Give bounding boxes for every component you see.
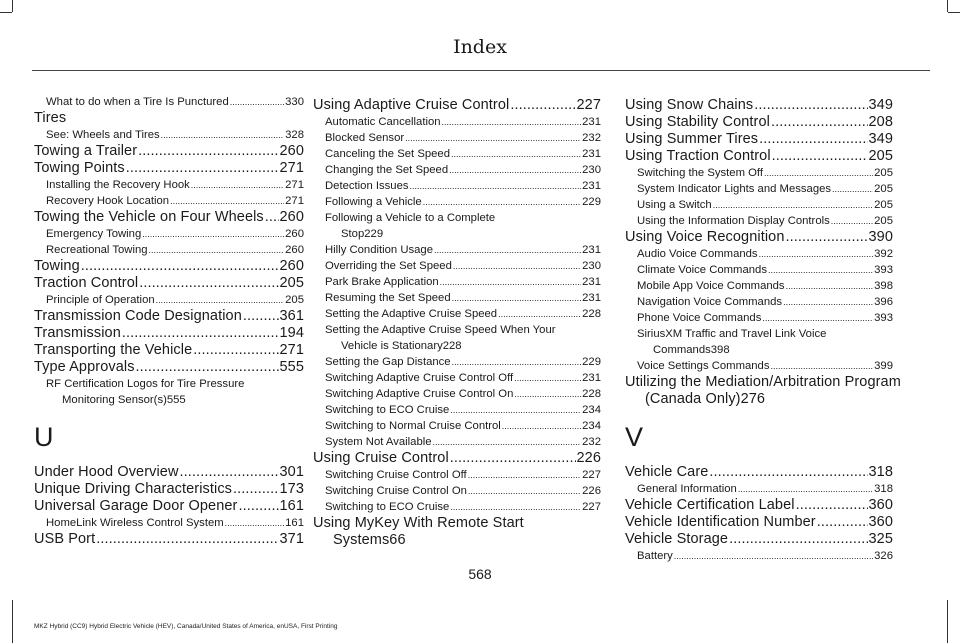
index-entry[interactable]: Towing a Trailer ..... 260 (34, 143, 304, 160)
index-entry[interactable]: Using Traction Control ..... 205 (625, 148, 893, 165)
index-subentry[interactable]: Switching the System Off ..... 205 (625, 165, 893, 181)
index-entry[interactable]: Traction Control ..... 205 (34, 275, 304, 292)
index-subentry[interactable]: Canceling the Set Speed ..... 231 (313, 146, 601, 162)
index-heading: Tires (34, 110, 67, 126)
index-entry[interactable]: Using MyKey With Remote Start Systems 66 (313, 515, 524, 548)
index-subentry[interactable]: Switching Adaptive Cruise Control On ..... 228 (313, 386, 601, 402)
index-entry[interactable]: Using Adaptive Cruise Control ..... 227 (313, 97, 601, 114)
index-subentry[interactable]: Recreational Towing ..... 260 (34, 242, 304, 258)
index-subentry[interactable]: Setting the Adaptive Cruise Speed ..... 228 (313, 306, 601, 322)
index-subentry[interactable]: Audio Voice Commands ..... 392 (625, 246, 893, 262)
index-subentry[interactable]: Following a Vehicle to a Complete Stop 229 (325, 212, 496, 240)
index-subentry[interactable]: Park Brake Application ..... 231 (313, 274, 601, 290)
index-subentry[interactable]: Switching Adaptive Cruise Control Off ..... 231 (313, 370, 601, 386)
section-letter-v: V (625, 422, 644, 452)
index-entry[interactable]: Transporting the Vehicle ..... 271 (34, 342, 304, 359)
index-subentry[interactable]: Installing the Recovery Hook ..... 271 (34, 177, 304, 193)
index-entry[interactable]: Towing Points ..... 271 (34, 160, 304, 177)
index-entry[interactable]: Using Cruise Control ..... 226 (313, 450, 601, 467)
index-entry[interactable]: Vehicle Care ..... 318 (625, 464, 893, 481)
index-subentry[interactable]: Changing the Set Speed ..... 230 (313, 162, 601, 178)
index-subentry[interactable]: Using the Information Display Controls ..... 205 (625, 213, 893, 229)
index-entry[interactable]: Transmission Code Designation ..... 361 (34, 308, 304, 325)
index-entry[interactable]: Under Hood Overview ..... 301 (34, 464, 304, 481)
index-entry[interactable]: Using Stability Control ..... 208 (625, 114, 893, 131)
index-subentry[interactable]: Detection Issues ..... 231 (313, 178, 601, 194)
page-number: 568 (468, 566, 492, 582)
index-subentry[interactable]: Setting the Adaptive Cruise Speed When Your Vehicle is Stationary 228 (325, 324, 556, 352)
index-subentry[interactable]: Phone Voice Commands ..... 393 (625, 310, 893, 326)
section-letter-u: U (34, 422, 54, 452)
index-subentry[interactable]: Switching Cruise Control Off ..... 227 (313, 467, 601, 483)
index-subentry[interactable]: Principle of Operation ..... 205 (34, 292, 304, 308)
index-column-2 (313, 97, 601, 549)
index-subentry[interactable]: Battery ..... 326 (625, 548, 893, 564)
crop-mark-top-right (947, 0, 948, 12)
index-subentry[interactable]: Climate Voice Commands ..... 393 (625, 262, 893, 278)
index-subentry[interactable]: What to do when a Tire Is Punctured ..... 330 (34, 94, 304, 110)
index-subentry[interactable]: Emergency Towing ..... 260 (34, 226, 304, 242)
index-column-3 (625, 97, 901, 564)
title-rule (32, 70, 930, 71)
index-subentry[interactable]: System Indicator Lights and Messages ..... 205 (625, 181, 893, 197)
index-entry[interactable]: Towing ..... 260 (34, 258, 304, 275)
index-column-1 (34, 94, 304, 548)
index-subentry[interactable]: See: Wheels and Tires ..... 328 (34, 127, 304, 143)
index-subentry[interactable]: General Information ..... 318 (625, 481, 893, 497)
index-entry[interactable]: Transmission ..... 194 (34, 325, 304, 342)
index-entry[interactable]: Type Approvals ..... 555 (34, 359, 304, 376)
document-footer: MKZ Hybrid (CC9) Hybrid Electric Vehicle (HEV), Canada/United States of America, enUSA, First Printing (34, 623, 338, 630)
crop-mark-bottom-left (12, 600, 13, 643)
index-entry[interactable]: Vehicle Storage ..... 325 (625, 531, 893, 548)
index-entry[interactable]: Using Voice Recognition ..... 390 (625, 229, 893, 246)
crop-mark-top-left (12, 0, 13, 12)
index-subentry[interactable]: SiriusXM Traffic and Travel Link Voice Commands 398 (637, 328, 827, 356)
index-entry[interactable]: Utilizing the Mediation/Arbitration Program (Canada Only) 276 (625, 374, 901, 407)
index-subentry[interactable]: Navigation Voice Commands ..... 396 (625, 294, 893, 310)
index-subentry[interactable]: Mobile App Voice Commands ..... 398 (625, 278, 893, 294)
index-entry[interactable]: Universal Garage Door Opener ..... 161 (34, 498, 304, 515)
index-subentry[interactable]: Recovery Hook Location ..... 271 (34, 193, 304, 209)
index-entry[interactable]: Towing the Vehicle on Four Wheels ..... 260 (34, 209, 304, 226)
index-subentry[interactable]: Switching to ECO Cruise ..... 234 (313, 402, 601, 418)
index-entry[interactable]: Using Snow Chains ..... 349 (625, 97, 893, 114)
index-subentry[interactable]: Switching Cruise Control On ..... 226 (313, 483, 601, 499)
index-subentry[interactable]: Blocked Sensor ..... 232 (313, 130, 601, 146)
index-subentry[interactable]: Following a Vehicle ..... 229 (313, 194, 601, 210)
index-subentry[interactable]: Switching to ECO Cruise ..... 227 (313, 499, 601, 515)
index-subentry[interactable]: Automatic Cancellation ..... 231 (313, 114, 601, 130)
index-entry[interactable]: Vehicle Certification Label ..... 360 (625, 497, 893, 514)
index-subentry[interactable]: Resuming the Set Speed ..... 231 (313, 290, 601, 306)
index-entry[interactable]: Vehicle Identification Number ..... 360 (625, 514, 893, 531)
crop-mark-bottom-right (947, 600, 948, 643)
crop-mark-top-left-h (0, 12, 12, 13)
index-subentry[interactable]: Voice Settings Commands ..... 399 (625, 358, 893, 374)
index-subentry[interactable]: Setting the Gap Distance ..... 229 (313, 354, 601, 370)
index-entry[interactable]: USB Port ..... 371 (34, 531, 304, 548)
index-subentry[interactable]: Switching to Normal Cruise Control ..... 234 (313, 418, 601, 434)
index-subentry[interactable]: Overriding the Set Speed ..... 230 (313, 258, 601, 274)
index-entry[interactable]: Using Summer Tires ..... 349 (625, 131, 893, 148)
index-subentry[interactable]: Using a Switch ..... 205 (625, 197, 893, 213)
index-subentry[interactable]: RF Certification Logos for Tire Pressure Monitoring Sensor(s) 555 (46, 378, 245, 406)
index-subentry[interactable]: Hilly Condition Usage ..... 231 (313, 242, 601, 258)
crop-mark-top-right-h (948, 12, 960, 13)
index-subentry[interactable]: System Not Available ..... 232 (313, 434, 601, 450)
index-entry[interactable]: Unique Driving Characteristics ..... 173 (34, 481, 304, 498)
page-title: Index (453, 36, 507, 58)
index-subentry[interactable]: HomeLink Wireless Control System ..... 161 (34, 515, 304, 531)
